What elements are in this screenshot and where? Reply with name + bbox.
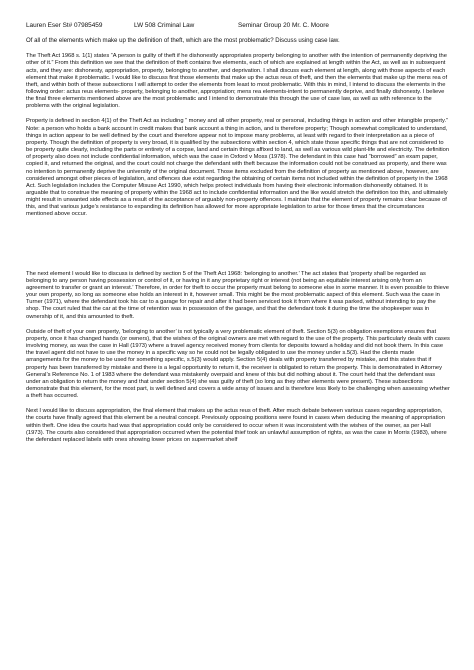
seminar-group: Seminar Group 20 Mr. C. Moore [238, 22, 329, 29]
student-info: Lauren Eser St# 07985459 [26, 22, 103, 29]
essay-question: Of all of the elements which make up the definition of theft, which are the most problematic? Discuss using case law. [26, 37, 340, 44]
paragraph-intro: The Theft Act 1968 s. 1(1) states “A person is guilty of theft if he dishonestly appropriates property belonging to another with the intention of permanently depriving the other of it.” From this definition we see that the definition of theft contains five elements, each of which are explained at length within the Act, as well as in subsequent acts, and they are: dishonesty, appropriation, property, belonging to another, and deprivation. I shall discuss each element at length, along with those aspects of each element that make it problematic. I would like to discuss first those elements that make up the actus reus of theft, and then the elements that make up the mens rea of theft, and within both of these subsections I will attempt to order the elements from least to most problematic. With this in mind, I intend to discuss the elements in the following order: actus reus elements- property, belonging to another, appropriation; mens rea elements-intent to permanently deprive, and finally dishonesty. I believe the final three elements mentioned above are the most problematic and I intend to demonstrate this through the use of case law, as well as with reference to the problems with the original legislation. [26, 53, 448, 110]
course-code: LW 508 Criminal Law [134, 22, 195, 29]
paragraph-obligations: Outside of theft of your own property, ‘belonging to another’ is not typically a very problematic element of theft. Section 5(3) on obligation exemptions ensures that property, once it has changed hands (or owners), that the wishes of the original owners are met with regard to the use of the property. This particularly deals with cases involving money, as was the case in Hall (1973) where a travel agency received money from clients for deposits toward a holiday and did not book them. In this case the travel agent did not have to use the money in a specific way so he could not be legally obligated to use the money under s.5(3). Had the clients made arrangements for the money to be used for something specific, s.5(3) would apply. Section 5(4) deals with property transferred by mistake, and this states that if property has been transferred by mistake and there is a legal opportunity to return it, the receiver is obligated to return the property. This is demonstrated in Attorney General’s Reference No. 1 of 1983 where the defendant was mistakenly overpaid and knew of this but did nothing about it. The court held that the defendant was under an obligation to return the money and that under section 5(4) she was guilty of theft (so long as they other elements were present). These subsections demonstrate that this element, for the most part, is well defined and covers a wide array of issues and is therefore less likely to be challenging when assessing whether a theft has occurred. [26, 328, 450, 400]
paragraph-belonging: The next element I would like to discuss is defined by section 5 of the Theft Act 1968: ‘belonging to another.’ The act states that ‘property shall be regarded as belonging to any person having possession or control of it, or having in it any proprietary right or interest (not being an equitable interest arising only from an agreement to transfer or grant an interest.’ Therefore, in order for theft to occur the property must belong to someone else in some manner. It is even possible to thieve your own property, so long as someone else holds an interest in it, however small. This might be the most problematic aspect of this element. Such was the case in Turner (1971), where the defendant took his car to a garage for repair and after it had been serviced took it from where it was parked, without intending to pay the shop. The court ruled that the car at the time of retention was in possession of the garage, and that the defendant took it during the time the shopkeeper was in ownership of it, and this amounted to theft. [26, 270, 449, 320]
paragraph-appropriation: Next I would like to discuss appropriation, the final element that makes up the actus reus of theft. After much debate between various cases regarding appropriation, the courts have finally agreed that this element be a neutral concept. Previously opposing positions were found in cases when deducing the meaning of appropriation within theft. One idea the courts had was that appropriation could only be considered to occur when it was inconsistent with the wishes of the owner, as per Hall (1973). The courts also considered that appropriation occurred when the potential thief took an unlawful assumption of rights, as was the case in Morris (1983), where the defendant replaced labels with ones showing lower prices on supermarket shelf [26, 408, 447, 443]
paragraph-property: Property is defined in section 4(1) of the Theft Act as including “ money and all other property, real or personal, including things in action and other intangible property.” Note: a person who holds a bank account in credit makes that bank account a thing in action, and is therefore property; Though somewhat complicated to understand, things in action appear to be well defined by the court and therefore appear not to impose many problems, at least with regard to their interpretation as a piece of property. Though the definition of property is very broad, it is qualified by the subsections within section 4, which state those specific things that are not considered to be property quite clearly, including the parts or entirety of a corpse, land and certain things affixed to land, as well as various wild plant-life and electricity. The definition of property also does not include confidential information, which was the case in Oxford v Moss (1978). The defendant in this case had “borrowed” an exam paper, copied it, and returned the original, and the court could not charge the defendant with theft because the information could not be construed as property, and there was no intention to permanently deprive the university of the original document. Those items excluded from the definition of property as mentioned above, however, are considered amongst other pieces of legislation, and offences due exist regarding the obtaining of certain items not included within the definition of property in the 1968 Act. Such legislation includes the Computer Misuse Act 1990, which helps protect individuals from having their electronic information dishonestly obtained. It is arguable that to construe the meaning of property within the 1968 act to include confidential information and the like would stretch the definition too thin, and ultimately might result in unwanted side effects as a result of the acceptance of arguably non-property offences. I maintain that the element of property remains clear because of this, and that various judge’s resistance to expanding its definition has allowed for more appropriate legislation to arise for those times that the circumstances mentioned above occur. [26, 118, 450, 218]
page-gap [26, 227, 450, 271]
document-header [26, 22, 450, 30]
